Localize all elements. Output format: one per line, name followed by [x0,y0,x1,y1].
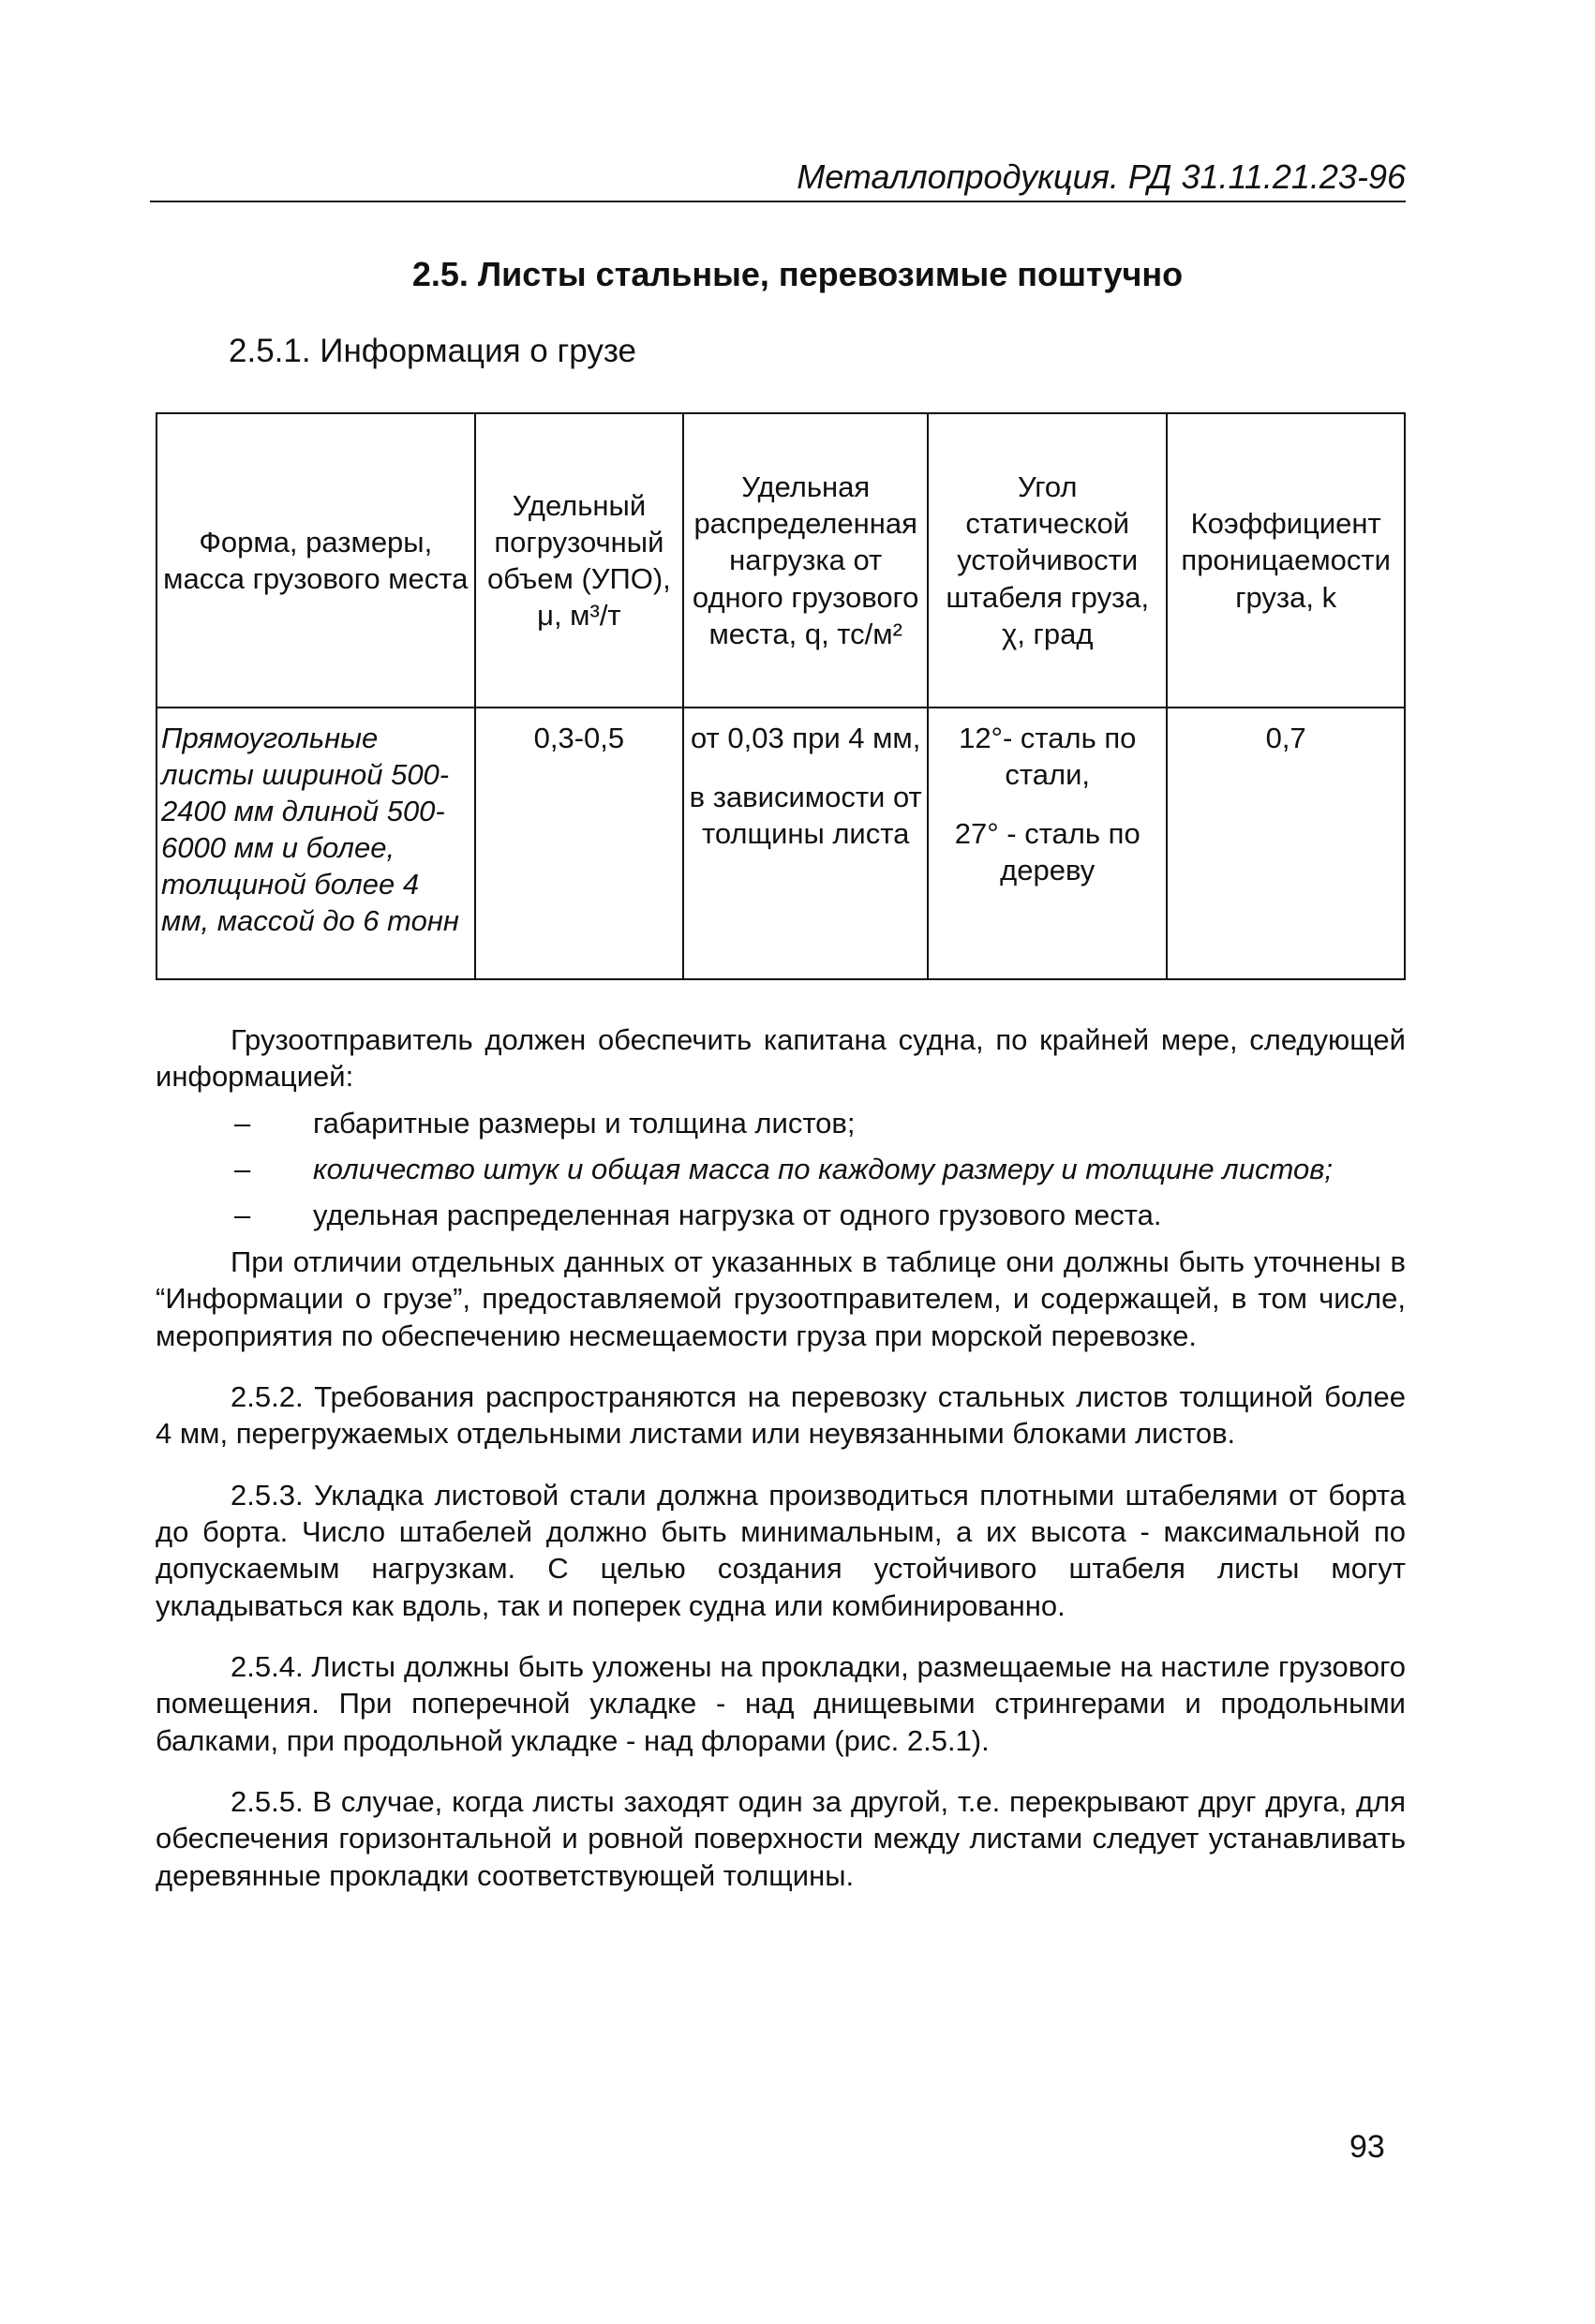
col-header-form: Форма, размеры, масса грузового места [157,413,475,708]
cargo-info-table [156,412,1406,980]
table-header-row [157,413,1405,708]
cell-angle [928,708,1167,979]
section-title: 2.5. Листы стальные, перевозимые поштучно [411,255,1184,293]
running-header: Металлопродукция. РД 31.11.21.23-96 [150,157,1406,202]
table-row [157,708,1405,979]
cell-load [683,708,928,979]
col-header-angle: Угол статической устойчивости штабеля груза, χ, град [928,413,1167,708]
col-header-coef: Коэффициент проницаемости груза, k [1167,413,1405,708]
page-number: 93 [1349,2129,1385,2165]
cell-angle-steel: 12°- сталь по стали, [959,722,1137,792]
cell-load-value: от 0,03 при 4 мм, [690,722,921,754]
list-item: – количество штук и общая масса по каждому размеру и толщине листов; [156,1151,1406,1187]
col-header-load: Удельная распределенная нагрузка от одного грузового места, q, тс/м² [683,413,928,708]
paragraph-2-5-4: 2.5.4. Листы должны быть уложены на прокладки, размещаемые на настиле грузового помещения. При поперечной укладке - над днищевыми стрингерами и продольными балками, при продольной укладке - над флорами (рис. 2.5.1). [156,1650,1406,1757]
paragraph-2-5-3: 2.5.3. Укладка листовой стали должна производиться плотными штабелями от борта до борта. Число штабелей должно быть минимальным, а их высота - максимальной по допускаемым нагрузкам. С целью создания устойчивого штабеля листы могут укладываться как вдоль, так и поперек судна или комбинированно. [156,1478,1406,1622]
paragraph-2-5-2: 2.5.2. Требования распространяются на перевозку стальных листов толщиной более 4 мм, перегружаемых отдельными листами или неувязанными блоками листов. [156,1379,1406,1451]
paragraph-discrepancy: При отличии отдельных данных от указанных в таблице они должны быть уточнены в “Информации о грузе”, предоставляемой грузоотправителем, и содержащей, в том числе, мероприятия по обеспечению несмещаемости груза при морской перевозке. [156,1244,1406,1352]
list-item: – удельная распределенная нагрузка от одного грузового места. [156,1197,1406,1233]
cell-load-note: в зависимости от толщины листа [689,781,922,851]
cell-upo: 0,3-0,5 [475,708,684,979]
cell-angle-wood: 27° - сталь по дереву [954,817,1140,887]
list-item: – габаритные размеры и толщина листов; [156,1105,1406,1141]
paragraph-shipper-info: Грузоотправитель должен обеспечить капитана судна, по крайней мере, следующей информацией: [156,1023,1406,1094]
cell-coef: 0,7 [1167,708,1405,979]
subsection-title: 2.5.1. Информация о грузе [229,333,636,369]
body-text [156,1021,1406,1903]
cell-form: Прямоугольные листы шириной 500-2400 мм длиной 500-6000 мм и более, толщиной более 4 мм, массой до 6 тонн [157,708,475,979]
col-header-upo: Удельный погрузочный объем (УПО), μ, м³/т [475,413,684,708]
paragraph-2-5-5: 2.5.5. В случае, когда листы заходят один за другой, т.е. перекрывают друг друга, для обеспечения горизонтальной и ровной поверхности между листами следует устанавливать деревянные прокладки соответствующей толщины. [156,1785,1406,1892]
